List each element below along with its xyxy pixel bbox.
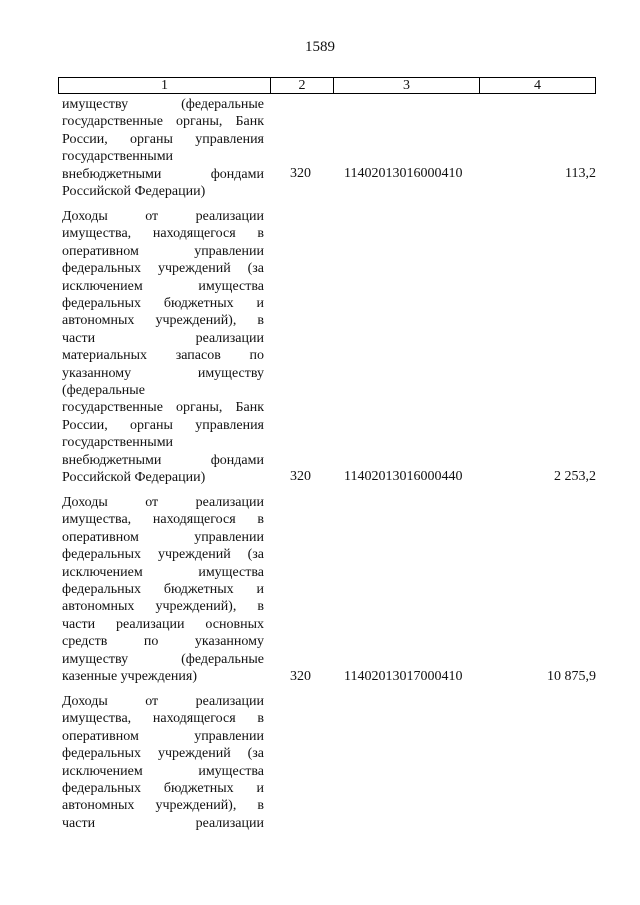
description-line: Российской Федерации) (62, 470, 206, 486)
description-line: федеральных учреждений (за (62, 547, 264, 563)
row-sum: 2 253,2 (554, 469, 596, 484)
row-kbk: 11402013016000440 (344, 469, 463, 484)
description-line: внебюджетными фондами (62, 452, 264, 468)
description-line: Доходы от реализации (62, 209, 264, 224)
description-line: исключением имущества (62, 564, 264, 580)
description-line: автономных учреждений), в (62, 313, 264, 329)
row-description (62, 96, 264, 200)
description-line: указанному имуществу (62, 365, 264, 381)
description-line: федеральных бюджетных и (62, 296, 264, 312)
description-line: федеральных бюджетных и (62, 781, 264, 797)
column-header-2: 2 (271, 78, 334, 93)
description-line: оперативном управлении (62, 243, 264, 259)
row-description (62, 494, 264, 685)
row-kbk: 11402013017000410 (344, 669, 463, 684)
description-line: имущества, находящегося в (62, 226, 264, 242)
description-line: части реализации основных (62, 616, 264, 632)
description-line: материальных запасов по (62, 348, 264, 364)
description-line: (федеральные (62, 383, 145, 399)
description-line: Доходы от реализации (62, 495, 264, 510)
description-line: государственными (62, 149, 174, 165)
row-code: 320 (290, 166, 311, 181)
column-header-4: 4 (534, 78, 541, 93)
row-code: 320 (290, 469, 311, 484)
description-line: казенные учреждения) (62, 669, 198, 685)
description-line: имущества, находящегося в (62, 512, 264, 528)
description-line: государственными (62, 435, 174, 451)
page-number: 1589 (305, 39, 335, 55)
row-code: 320 (290, 669, 311, 684)
row-sum: 113,2 (565, 166, 596, 181)
row-sum: 10 875,9 (547, 669, 596, 684)
description-line: Российской Федерации) (62, 184, 206, 200)
description-line: федеральных учреждений (за (62, 261, 264, 277)
row-kbk: 11402013016000410 (344, 166, 463, 181)
description-line: имуществу (федеральные (62, 651, 264, 667)
description-line: России, органы управления (62, 417, 264, 433)
column-header-1: 1 (59, 78, 271, 93)
description-line: Доходы от реализации (62, 694, 264, 709)
description-line: части реализации (62, 330, 264, 346)
description-line: внебюджетными фондами (62, 166, 264, 182)
description-line: автономных учреждений), в (62, 599, 264, 615)
description-line: автономных учреждений), в (62, 798, 264, 814)
description-line: средств по указанному (62, 634, 264, 650)
description-line: федеральных бюджетных и (62, 582, 264, 598)
description-line: федеральных учреждений (за (62, 746, 264, 762)
description-line: оперативном управлении (62, 728, 264, 744)
description-line: имущества, находящегося в (62, 711, 264, 727)
description-line: части реализации (62, 815, 264, 831)
description-line: России, органы управления (62, 131, 264, 147)
description-line: оперативном управлении (62, 529, 264, 545)
column-header-3: 3 (334, 78, 480, 93)
row-description (62, 693, 264, 832)
description-line: государственные органы, Банк (62, 114, 264, 130)
description-line: имуществу (федеральные (62, 97, 264, 112)
description-line: исключением имущества (62, 763, 264, 779)
row-description (62, 208, 264, 487)
table-header (58, 77, 596, 94)
description-line: государственные органы, Банк (62, 400, 264, 416)
description-line: исключением имущества (62, 278, 264, 294)
